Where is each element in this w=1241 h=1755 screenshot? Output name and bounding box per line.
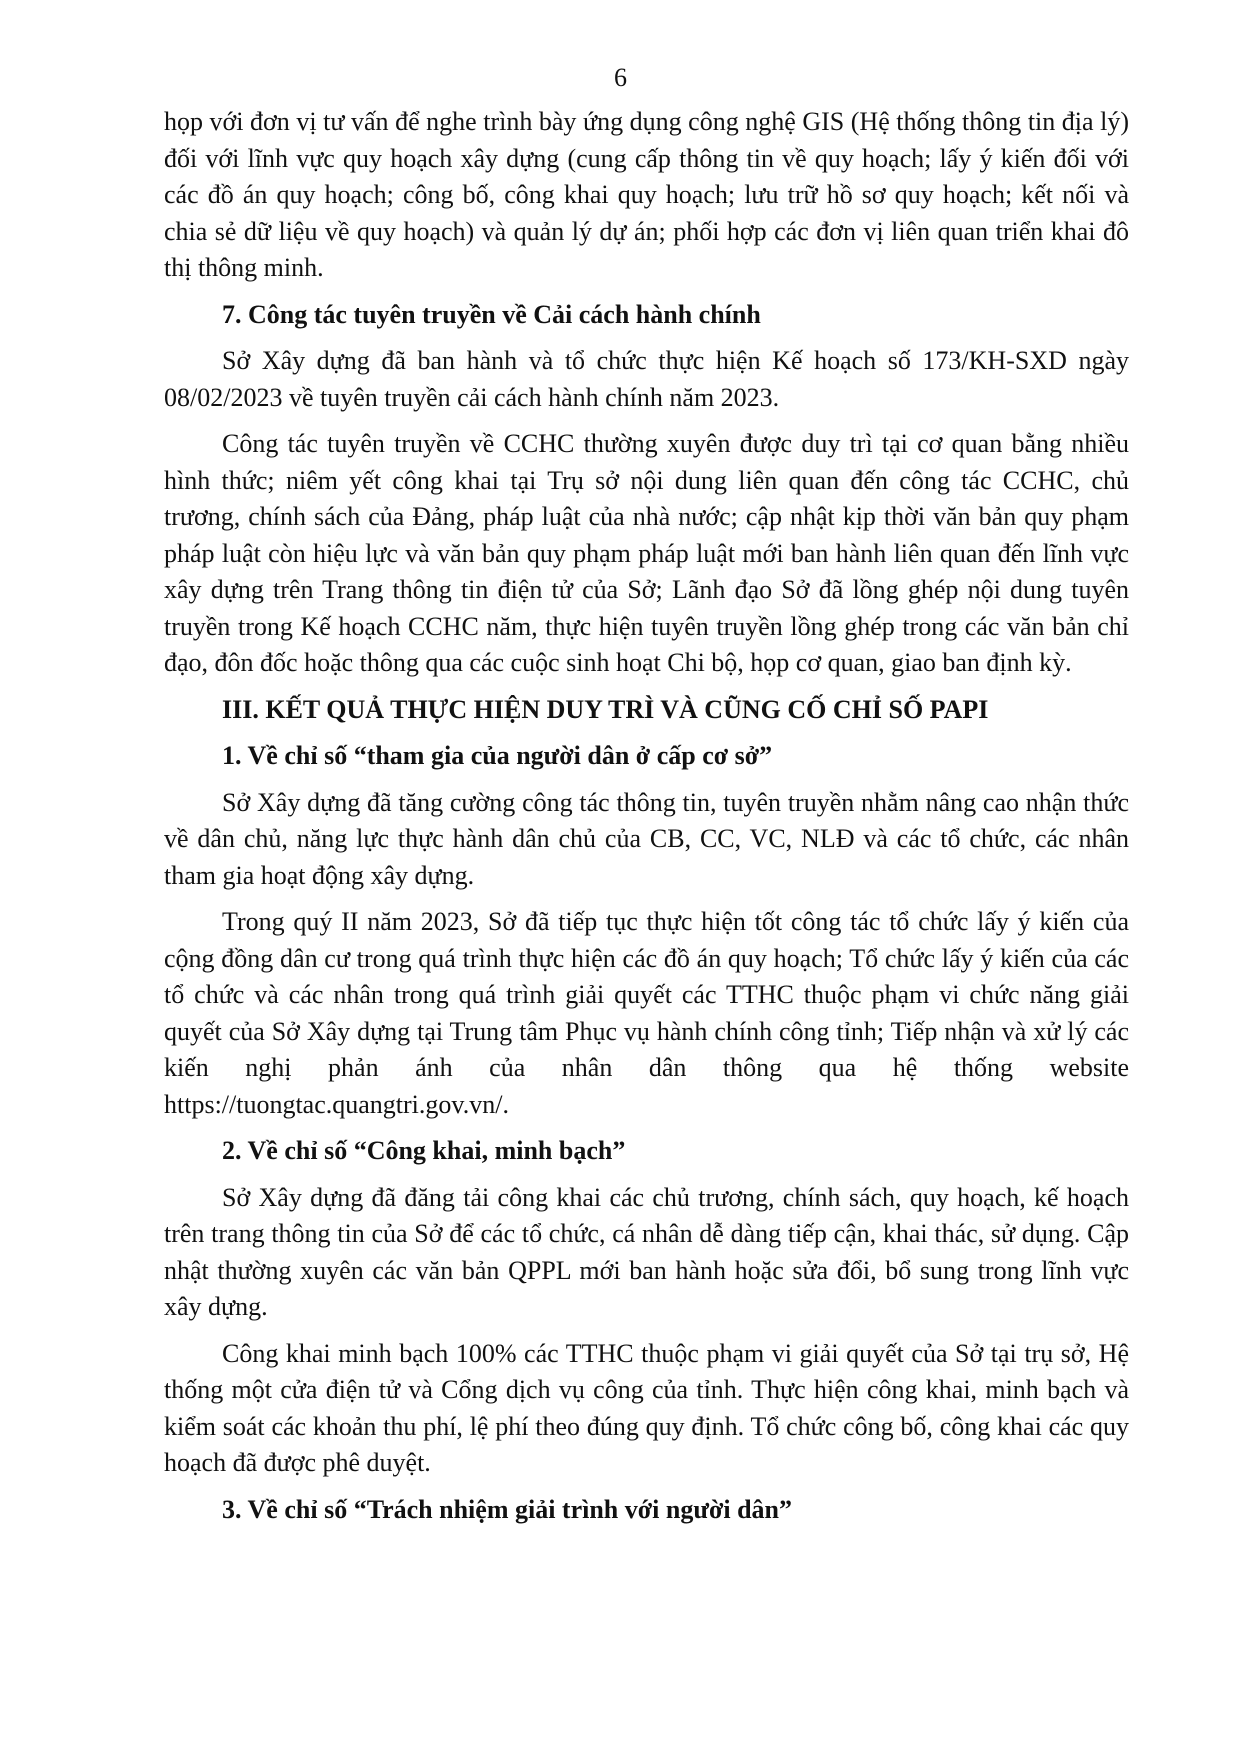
- paragraph-democracy-awareness: Sở Xây dựng đã tăng cường công tác thông tin, tuyên truyền nhằm nâng cao nhận thức về dân chủ, năng lực thực hành dân chủ của CB, CC, VC, NLĐ và các tổ chức, các nhân tham gia hoạt động xây dựng.: [164, 787, 1129, 890]
- heading-index-3-accountability: 3. Về chỉ số “Trách nhiệm giải trình với người dân”: [222, 1494, 792, 1524]
- document-body: [164, 104, 1129, 1528]
- paragraph-plan-173: Sở Xây dựng đã ban hành và tổ chức thực hiện Kế hoạch số 173/KH-SXD ngày 08/02/2023 về tuyên truyền cải cách hành chính năm 2023.: [164, 346, 1129, 412]
- heading-index-2-transparency: 2. Về chỉ số “Công khai, minh bạch”: [222, 1136, 626, 1165]
- heading-section-7-propaganda: 7. Công tác tuyên truyền về Cải cách hành chính: [222, 299, 761, 329]
- page-number: 6: [614, 63, 627, 92]
- paragraph-cchc-propaganda: Công tác tuyên truyền về CCHC thường xuyên được duy trì tại cơ quan bằng nhiều hình thức; niêm yết công khai tại Trụ sở nội dung liên quan đến công tác CCHC, chủ trương, chính sách của Đảng, pháp luật của nhà nước; cập nhật kịp thời văn bản quy phạm pháp luật còn hiệu lực và văn bản quy phạm pháp luật mới ban hành liên quan đến lĩnh vực xây dựng trên Trang thông tin điện tử của Sở; Lãnh đạo Sở đã lồng ghép nội dung tuyên truyền trong Kế hoạch CCHC năm, thực hiện tuyên truyền lồng ghép trong các văn bản chỉ đạo, đôn đốc hoặc thông qua các cuộc sinh hoạt Chi bộ, họp cơ quan, giao ban định kỳ.: [164, 429, 1129, 677]
- paragraph-quarter-II-consultation: Trong quý II năm 2023, Sở đã tiếp tục thực hiện tốt công tác tổ chức lấy ý kiến của cộng đồng dân cư trong quá trình thực hiện các đồ án quy hoạch; Tổ chức lấy ý kiến của các tổ chức và các nhân trong quá trình giải quyết các TTHC thuộc phạm vi chức năng giải quyết của Sở Xây dựng tại Trung tâm Phục vụ hành chính công tỉnh; Tiếp nhận và xử lý các kiến nghị phản ánh của nhân dân thông qua hệ thống website https://tuongtac.quangtri.gov.vn/.: [164, 907, 1129, 1119]
- paragraph-gis-continuation: họp với đơn vị tư vấn để nghe trình bày ứng dụng công nghệ GIS (Hệ thống thông tin địa lý) đối với lĩnh vực quy hoạch xây dựng (cung cấp thông tin về quy hoạch; lấy ý kiến đối với các đồ án quy hoạch; công bố, công khai quy hoạch; lưu trữ hồ sơ quy hoạch; kết nối và chia sẻ dữ liệu về quy hoạch) và quản lý dự án; phối hợp các đơn vị liên quan triển khai đô thị thông minh.: [164, 107, 1129, 282]
- heading-index-1-participation: 1. Về chỉ số “tham gia của người dân ở cấp cơ sở”: [222, 741, 773, 770]
- paragraph-tthc-transparency: Công khai minh bạch 100% các TTHC thuộc phạm vi giải quyết của Sở tại trụ sở, Hệ thống một cửa điện tử và Cổng dịch vụ công của tỉnh. Thực hiện công khai, minh bạch và kiểm soát các khoản thu phí, lệ phí theo đúng quy định. Tổ chức công bố, công khai các quy hoạch đã được phê duyệt.: [164, 1338, 1129, 1477]
- paragraph-publish-policies: Sở Xây dựng đã đăng tải công khai các chủ trương, chính sách, quy hoạch, kế hoạch trên trang thông tin của Sở để các tổ chức, cá nhân dễ dàng tiếp cận, khai thác, sử dụng. Cập nhật thường xuyên các văn bản QPPL mới ban hành hoặc sửa đổi, bổ sung trong lĩnh vực xây dựng.: [164, 1182, 1129, 1321]
- heading-section-III-papi: III. KẾT QUẢ THỰC HIỆN DUY TRÌ VÀ CŨNG CỐ CHỈ SỐ PAPI: [222, 694, 989, 724]
